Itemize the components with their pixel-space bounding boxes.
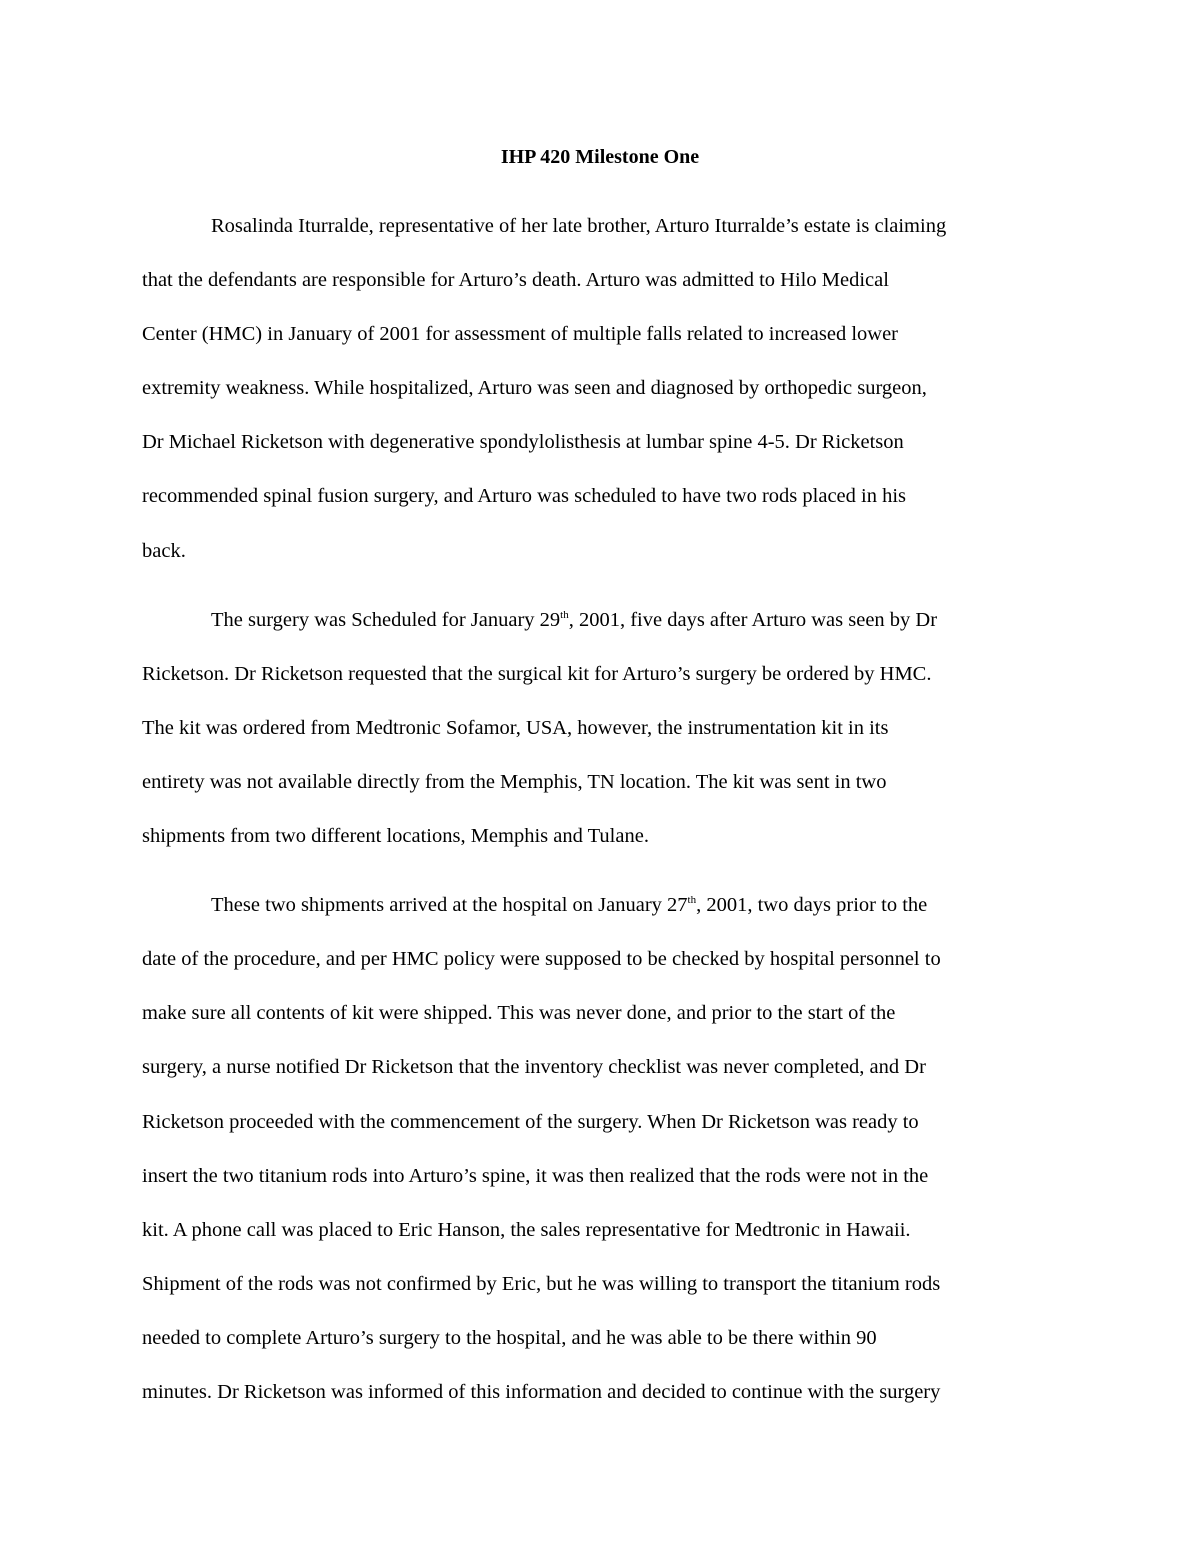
text-line: back. [142, 539, 186, 562]
text-line: insert the two titanium rods into Arturo’s spine, it was then realized that the rods were not in the [142, 1164, 929, 1187]
text-line: recommended spinal fusion surgery, and Arturo was scheduled to have two rods placed in his [142, 485, 907, 508]
text-line: Ricketson proceeded with the commencement of the surgery. When Dr Ricketson was ready to [142, 1110, 919, 1133]
text-line: extremity weakness. While hospitalized, Arturo was seen and diagnosed by orthopedic surgeon, [142, 377, 927, 400]
text-fragment: , 2001, five days after Arturo was seen by Dr [568, 608, 938, 631]
text-line: Ricketson. Dr Ricketson requested that the surgical kit for Arturo’s surgery be ordered by HMC. [142, 662, 932, 685]
paragraph-3 [142, 886, 1072, 1427]
text-line: make sure all contents of kit were shipped. This was never done, and prior to the start of the [142, 1002, 896, 1025]
text-line: date of the procedure, and per HMC policy were supposed to be checked by hospital personnel to [142, 948, 941, 971]
text-fragment: , 2001, two days prior to the [696, 894, 928, 917]
text-line: kit. A phone call was placed to Eric Hanson, the sales representative for Medtronic in Hawaii. [142, 1218, 911, 1241]
paragraph-2 [142, 601, 1072, 871]
text-line: Rosalinda Iturralde, representative of her late brother, Arturo Iturralde’s estate is claiming [211, 215, 947, 237]
text-line: needed to complete Arturo’s surgery to the hospital, and he was able to be there within 90 [142, 1326, 877, 1349]
ordinal-suffix: th [560, 608, 569, 621]
text-line: Shipment of the rods was not confirmed by Eric, but he was willing to transport the titanium rods [142, 1272, 941, 1295]
text-line: minutes. Dr Ricketson was informed of this information and decided to continue with the surgery [142, 1380, 941, 1403]
paragraph-spacer [142, 871, 1072, 886]
text-line: entirety was not available directly from the Memphis, TN location. The kit was sent in two [142, 770, 887, 793]
text-line [142, 886, 1072, 940]
paragraph-spacer [142, 586, 1072, 601]
text-fragment: The surgery was Scheduled for January 29 [211, 608, 561, 631]
text-line: Center (HMC) in January of 2001 for assessment of multiple falls related to increased lower [142, 323, 899, 346]
ordinal-suffix: th [687, 894, 697, 907]
text-fragment: These two shipments arrived at the hospital on January 27 [211, 894, 688, 917]
text-line: that the defendants are responsible for Arturo’s death. Arturo was admitted to Hilo Medical [142, 269, 889, 292]
document-title: IHP 420 Milestone One [500, 146, 700, 168]
text-line: shipments from two different locations, Memphis and Tulane. [142, 825, 649, 848]
text-line [142, 601, 1072, 655]
paragraph-1 [142, 207, 1072, 586]
text-line: The kit was ordered from Medtronic Sofamor, USA, however, the instrumentation kit in its [142, 716, 889, 739]
document-body [142, 207, 1072, 1427]
text-line: Dr Michael Ricketson with degenerative spondylolisthesis at lumbar spine 4-5. Dr Ricketson [142, 431, 904, 454]
text-line: surgery, a nurse notified Dr Ricketson that the inventory checklist was never completed, and Dr [142, 1056, 926, 1079]
